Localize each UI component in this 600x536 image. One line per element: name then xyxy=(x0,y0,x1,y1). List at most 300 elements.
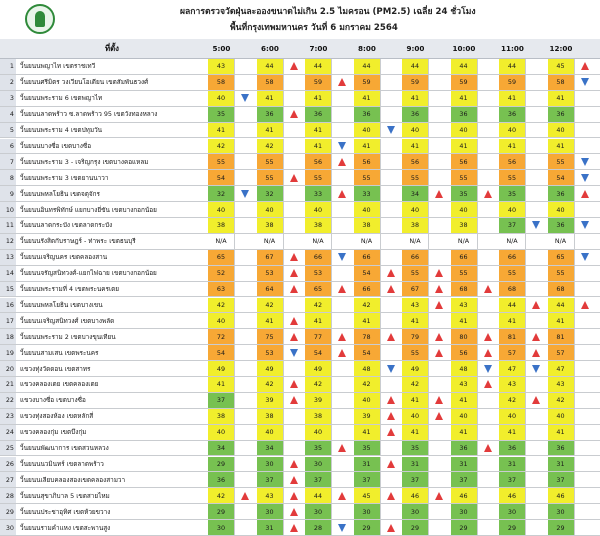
trend-empty xyxy=(235,218,255,233)
pm25-value: 57 xyxy=(548,345,575,360)
station-name: วิ้นยนนลาดพร้าว ซ.ลาดพร้าว 95 เขตวังทองหลาง xyxy=(20,110,158,119)
trend-down-icon xyxy=(575,170,595,185)
pm25-value: 77 xyxy=(305,329,332,344)
trend-empty xyxy=(235,504,255,519)
pm25-value: 40 xyxy=(451,123,478,138)
row-number: 11 xyxy=(0,218,16,233)
table-row xyxy=(0,250,600,266)
pm25-value: 41 xyxy=(402,425,429,440)
trend-empty xyxy=(575,393,595,408)
trend-up-icon xyxy=(332,75,352,90)
arrow-up-icon xyxy=(387,333,395,341)
pm25-value: N/A xyxy=(257,234,284,249)
pm25-value: 29 xyxy=(499,520,526,535)
pm25-value: 38 xyxy=(208,409,235,424)
trend-empty xyxy=(235,409,255,424)
arrow-up-icon xyxy=(532,301,540,309)
pm25-value: 80 xyxy=(451,329,478,344)
arrow-up-icon xyxy=(338,349,346,357)
trend-up-icon xyxy=(478,329,498,344)
arrow-up-icon xyxy=(435,412,443,420)
trend-empty xyxy=(235,154,255,169)
pm25-value: 36 xyxy=(257,107,284,122)
pm25-value: 36 xyxy=(499,107,526,122)
trend-empty xyxy=(332,298,352,313)
arrow-up-icon xyxy=(338,285,346,293)
trend-empty xyxy=(235,472,255,487)
pm25-value: 56 xyxy=(402,154,429,169)
pm25-value: 39 xyxy=(305,393,332,408)
pm25-value: 40 xyxy=(354,123,381,138)
pm25-value: 55 xyxy=(499,266,526,281)
trend-empty xyxy=(526,441,546,456)
pm25-value: 55 xyxy=(402,170,429,185)
station-name: วิ้นยนนสุขาภิบาล 5 เขตสายไหม xyxy=(20,491,110,500)
trend-down-icon xyxy=(575,218,595,233)
trend-empty xyxy=(235,59,255,74)
table-row xyxy=(0,313,600,329)
pm25-value: 38 xyxy=(354,218,381,233)
trend-empty xyxy=(526,457,546,472)
station-name: วิ้นยนนพระราม 3 เขตยานนาวา xyxy=(20,173,109,182)
trend-empty xyxy=(526,139,546,154)
pm25-value: 44 xyxy=(499,298,526,313)
trend-empty xyxy=(381,107,401,122)
pm25-value: 57 xyxy=(499,345,526,360)
trend-up-icon xyxy=(332,441,352,456)
trend-up-icon xyxy=(429,393,449,408)
arrow-up-icon xyxy=(290,62,298,70)
pm25-value: 54 xyxy=(354,266,381,281)
trend-empty xyxy=(575,107,595,122)
pm25-value: 46 xyxy=(548,488,575,503)
pm25-value: 47 xyxy=(548,361,575,376)
pm25-value: 38 xyxy=(402,218,429,233)
trend-up-icon xyxy=(429,345,449,360)
trend-up-icon xyxy=(284,266,304,281)
arrow-down-icon xyxy=(241,190,249,198)
pm25-value: 81 xyxy=(548,329,575,344)
trend-up-icon xyxy=(284,472,304,487)
trend-empty xyxy=(284,425,304,440)
pm25-value: 41 xyxy=(548,313,575,328)
station-name: วิ้นยนนรามคำแหง เขตสะพานสูง xyxy=(20,523,111,532)
pm25-value: 59 xyxy=(451,75,478,90)
pm25-value: 67 xyxy=(257,250,284,265)
pm25-value: 43 xyxy=(499,377,526,392)
pm25-value: 68 xyxy=(451,282,478,297)
trend-up-icon xyxy=(526,298,546,313)
arrow-up-icon xyxy=(484,349,492,357)
station-name: แขวงคลองกุ่ม เขตบึงกุ่ม xyxy=(20,428,87,437)
pm25-value: 37 xyxy=(499,218,526,233)
trend-up-icon xyxy=(332,345,352,360)
arrow-up-icon xyxy=(290,380,298,388)
trend-empty xyxy=(526,520,546,535)
row-number: 27 xyxy=(0,472,16,487)
table-row xyxy=(0,139,600,155)
table-row xyxy=(0,472,600,488)
pm25-value: 29 xyxy=(208,457,235,472)
trend-empty xyxy=(381,298,401,313)
row-number: 19 xyxy=(0,345,16,360)
trend-up-icon xyxy=(381,425,401,440)
trend-empty xyxy=(526,123,546,138)
trend-up-icon xyxy=(332,329,352,344)
trend-empty xyxy=(526,313,546,328)
arrow-up-icon xyxy=(290,460,298,468)
table-row xyxy=(0,59,600,75)
trend-up-icon xyxy=(478,377,498,392)
station-name: แขวงคลองเตย เขตคลองเตย xyxy=(20,380,99,389)
pm25-value: 40 xyxy=(208,425,235,440)
pm25-value: 79 xyxy=(402,329,429,344)
trend-empty xyxy=(235,377,255,392)
trend-empty xyxy=(284,409,304,424)
trend-empty xyxy=(526,107,546,122)
trend-empty xyxy=(284,202,304,217)
trend-empty xyxy=(381,59,401,74)
bangkok-logo-icon xyxy=(25,4,55,34)
arrow-down-icon xyxy=(241,94,249,102)
pm25-value: 40 xyxy=(402,409,429,424)
pm25-value: 31 xyxy=(548,457,575,472)
arrow-up-icon xyxy=(387,460,395,468)
pm25-value: N/A xyxy=(548,234,575,249)
trend-empty xyxy=(478,91,498,106)
trend-down-icon xyxy=(284,345,304,360)
arrow-down-icon xyxy=(532,221,540,229)
pm25-value: 29 xyxy=(208,504,235,519)
pm25-value: 36 xyxy=(451,441,478,456)
pm25-value: 42 xyxy=(208,298,235,313)
pm25-value: 40 xyxy=(305,202,332,217)
trend-empty xyxy=(478,425,498,440)
station-name: วิ้นยนนพระราม 2 เขตบางขุนเทียน xyxy=(20,332,116,341)
table-row xyxy=(0,345,600,361)
row-number: 20 xyxy=(0,361,16,376)
pm25-value: 38 xyxy=(208,218,235,233)
report-subtitle: พื้นที่กรุงเทพมหานคร วันที่ 6 มกราคม 2564 xyxy=(230,23,398,33)
row-number: 3 xyxy=(0,91,16,106)
pm25-value: 55 xyxy=(402,345,429,360)
row-number: 9 xyxy=(0,186,16,201)
trend-up-icon xyxy=(332,488,352,503)
trend-empty xyxy=(381,441,401,456)
pm25-value: 41 xyxy=(208,377,235,392)
pm25-value: 31 xyxy=(402,457,429,472)
trend-empty xyxy=(575,504,595,519)
pm25-value: 44 xyxy=(305,488,332,503)
trend-empty xyxy=(429,107,449,122)
pm25-value: 41 xyxy=(257,313,284,328)
pm25-value: 40 xyxy=(548,409,575,424)
pm25-value: 41 xyxy=(257,91,284,106)
pm25-value: 65 xyxy=(548,250,575,265)
arrow-up-icon xyxy=(387,428,395,436)
trend-empty xyxy=(284,218,304,233)
pm25-value: 56 xyxy=(451,345,478,360)
trend-empty xyxy=(284,91,304,106)
pm25-value: 66 xyxy=(354,282,381,297)
trend-down-icon xyxy=(235,186,255,201)
pm25-value: 68 xyxy=(548,282,575,297)
trend-up-icon xyxy=(284,59,304,74)
pm25-value: 49 xyxy=(257,361,284,376)
arrow-up-icon xyxy=(290,492,298,500)
table-row xyxy=(0,123,600,139)
pm25-value: 55 xyxy=(451,170,478,185)
arrow-up-icon xyxy=(387,492,395,500)
trend-empty xyxy=(381,170,401,185)
arrow-down-icon xyxy=(581,174,589,182)
row-number: 7 xyxy=(0,154,16,169)
row-number: 25 xyxy=(0,441,16,456)
trend-empty xyxy=(478,234,498,249)
trend-empty xyxy=(575,488,595,503)
pm25-value: 55 xyxy=(257,170,284,185)
table-row xyxy=(0,504,600,520)
trend-empty xyxy=(526,234,546,249)
pm25-value: 42 xyxy=(402,377,429,392)
pm25-value: 41 xyxy=(305,313,332,328)
trend-empty xyxy=(235,425,255,440)
pm25-value: 40 xyxy=(548,202,575,217)
trend-empty xyxy=(575,91,595,106)
arrow-up-icon xyxy=(290,317,298,325)
trend-empty xyxy=(575,409,595,424)
arrow-up-icon xyxy=(338,333,346,341)
pm25-value: 66 xyxy=(499,250,526,265)
pm25-value: 35 xyxy=(451,186,478,201)
arrow-up-icon xyxy=(338,158,346,166)
trend-up-icon xyxy=(284,457,304,472)
trend-empty xyxy=(478,520,498,535)
arrow-up-icon xyxy=(484,380,492,388)
arrow-up-icon xyxy=(581,62,589,70)
table-row xyxy=(0,488,600,504)
arrow-up-icon xyxy=(532,396,540,404)
pm25-value: 53 xyxy=(257,266,284,281)
trend-empty xyxy=(478,170,498,185)
pm25-value: 30 xyxy=(305,504,332,519)
pm25-value: 40 xyxy=(208,91,235,106)
trend-up-icon xyxy=(381,393,401,408)
pm25-value: 30 xyxy=(354,504,381,519)
station-name: แขวงทุ่งสองห้อง เขตหลักสี่ xyxy=(20,412,94,421)
hour-header: 6:00 xyxy=(261,44,279,53)
arrow-up-icon xyxy=(338,492,346,500)
trend-empty xyxy=(429,425,449,440)
pm25-value: 40 xyxy=(257,425,284,440)
pm25-value: 33 xyxy=(354,186,381,201)
pm25-value: 66 xyxy=(305,250,332,265)
trend-empty xyxy=(332,504,352,519)
table-row xyxy=(0,107,600,123)
trend-empty xyxy=(284,361,304,376)
pm25-value: 38 xyxy=(305,218,332,233)
arrow-up-icon xyxy=(290,333,298,341)
trend-empty xyxy=(332,59,352,74)
pm25-value: 55 xyxy=(451,266,478,281)
trend-empty xyxy=(526,75,546,90)
row-number: 24 xyxy=(0,425,16,440)
trend-empty xyxy=(478,123,498,138)
table-row xyxy=(0,393,600,409)
pm25-value: 40 xyxy=(499,202,526,217)
trend-up-icon xyxy=(284,250,304,265)
pm25-value: 37 xyxy=(548,472,575,487)
pm25-value: 46 xyxy=(451,488,478,503)
pm25-value: 48 xyxy=(451,361,478,376)
trend-empty xyxy=(526,409,546,424)
arrow-up-icon xyxy=(435,269,443,277)
station-name: วิ้นยนนบางซื่อ เขตบางซื่อ xyxy=(20,141,92,150)
pm25-value: 58 xyxy=(257,75,284,90)
pm25-value: 55 xyxy=(257,154,284,169)
arrow-up-icon xyxy=(290,110,298,118)
pm25-value: 36 xyxy=(451,107,478,122)
trend-up-icon xyxy=(478,282,498,297)
table-row xyxy=(0,266,600,282)
arrow-up-icon xyxy=(387,269,395,277)
trend-empty xyxy=(575,377,595,392)
trend-empty xyxy=(235,139,255,154)
trend-empty xyxy=(575,202,595,217)
pm25-value: 41 xyxy=(305,139,332,154)
trend-empty xyxy=(429,139,449,154)
pm25-value: 37 xyxy=(354,472,381,487)
pm25-value: 31 xyxy=(451,457,478,472)
trend-empty xyxy=(429,75,449,90)
pm25-value: 66 xyxy=(451,250,478,265)
pm25-value: 64 xyxy=(257,282,284,297)
trend-empty xyxy=(478,139,498,154)
trend-empty xyxy=(575,234,595,249)
table-row xyxy=(0,202,600,218)
pm25-value: 41 xyxy=(257,123,284,138)
pm25-value: 41 xyxy=(548,139,575,154)
station-name: วิ้นยนนพหลโยธิน เขตบางเขน xyxy=(20,300,103,309)
trend-empty xyxy=(429,154,449,169)
pm25-value: 36 xyxy=(548,441,575,456)
station-name: วิ้นยนนจรัญสนิทวงศ์-แยกไฟฉาย เขตบางกอกน้อย xyxy=(20,269,157,278)
station-name: วิ้นยนนอินทรพิทักษ์ แยกบางยี่ขัน เขตบางกอกน้อย xyxy=(20,205,157,214)
pm25-value: N/A xyxy=(451,234,478,249)
trend-empty xyxy=(575,139,595,154)
pm25-value: 32 xyxy=(257,186,284,201)
pm25-value: 37 xyxy=(451,472,478,487)
table-row xyxy=(0,234,600,250)
trend-empty xyxy=(575,123,595,138)
pm25-value: 66 xyxy=(402,250,429,265)
trend-empty xyxy=(429,377,449,392)
pm25-value: 30 xyxy=(402,504,429,519)
station-name: แขวงทุ่งวัดดอน เขตสาทร xyxy=(20,364,91,373)
pm25-value: 56 xyxy=(305,154,332,169)
pm25-value: 54 xyxy=(548,170,575,185)
arrow-up-icon xyxy=(338,78,346,86)
pm25-value: 56 xyxy=(354,154,381,169)
arrow-up-icon xyxy=(435,190,443,198)
pm25-value: 41 xyxy=(451,91,478,106)
table-row xyxy=(0,218,600,234)
station-name: วิ้นยนนสามเสน เขตพระนคร xyxy=(20,348,99,357)
trend-empty xyxy=(575,329,595,344)
pm25-value: 35 xyxy=(402,441,429,456)
trend-empty xyxy=(429,170,449,185)
trend-empty xyxy=(478,409,498,424)
row-number: 12 xyxy=(0,234,16,249)
pm25-value: 44 xyxy=(305,59,332,74)
trend-empty xyxy=(235,202,255,217)
pm25-value: 44 xyxy=(354,59,381,74)
trend-down-icon xyxy=(381,123,401,138)
trend-empty xyxy=(429,202,449,217)
row-number: 29 xyxy=(0,504,16,519)
trend-up-icon xyxy=(284,488,304,503)
pm25-value: 38 xyxy=(451,218,478,233)
pm25-value: 41 xyxy=(548,425,575,440)
pm25-value: 49 xyxy=(402,361,429,376)
trend-empty xyxy=(526,91,546,106)
arrow-down-icon xyxy=(290,349,298,357)
trend-up-icon xyxy=(284,504,304,519)
pm25-value: 41 xyxy=(354,139,381,154)
arrow-down-icon xyxy=(338,524,346,532)
pm25-value: 42 xyxy=(354,377,381,392)
arrow-down-icon xyxy=(387,126,395,134)
trend-empty xyxy=(429,250,449,265)
pm25-value: 30 xyxy=(257,504,284,519)
trend-empty xyxy=(284,298,304,313)
station-name: แขวงบางซื่อ เขตบางซื่อ xyxy=(20,396,86,405)
pm25-value: 40 xyxy=(499,123,526,138)
table-row xyxy=(0,409,600,425)
pm25-value: 36 xyxy=(499,441,526,456)
trend-up-icon xyxy=(429,409,449,424)
pm25-value: 41 xyxy=(451,393,478,408)
trend-empty xyxy=(235,520,255,535)
trend-empty xyxy=(235,361,255,376)
trend-empty xyxy=(381,75,401,90)
pm25-value: 78 xyxy=(354,329,381,344)
trend-empty xyxy=(429,504,449,519)
trend-empty xyxy=(332,91,352,106)
pm25-value: 40 xyxy=(354,393,381,408)
row-number: 13 xyxy=(0,250,16,265)
trend-empty xyxy=(235,250,255,265)
table-row xyxy=(0,457,600,473)
pm25-value: 53 xyxy=(257,345,284,360)
pm25-value: 81 xyxy=(499,329,526,344)
trend-up-icon xyxy=(284,107,304,122)
trend-up-icon xyxy=(429,186,449,201)
trend-empty xyxy=(575,441,595,456)
trend-empty xyxy=(575,425,595,440)
pm25-value: 66 xyxy=(354,250,381,265)
pm25-value: 39 xyxy=(257,393,284,408)
pm25-value: 38 xyxy=(305,409,332,424)
row-number: 18 xyxy=(0,329,16,344)
arrow-down-icon xyxy=(484,365,492,373)
pm25-value: 55 xyxy=(548,266,575,281)
trend-empty xyxy=(284,441,304,456)
trend-empty xyxy=(526,250,546,265)
pm25-value: 36 xyxy=(402,107,429,122)
pm25-value: 33 xyxy=(305,186,332,201)
trend-down-icon xyxy=(478,361,498,376)
